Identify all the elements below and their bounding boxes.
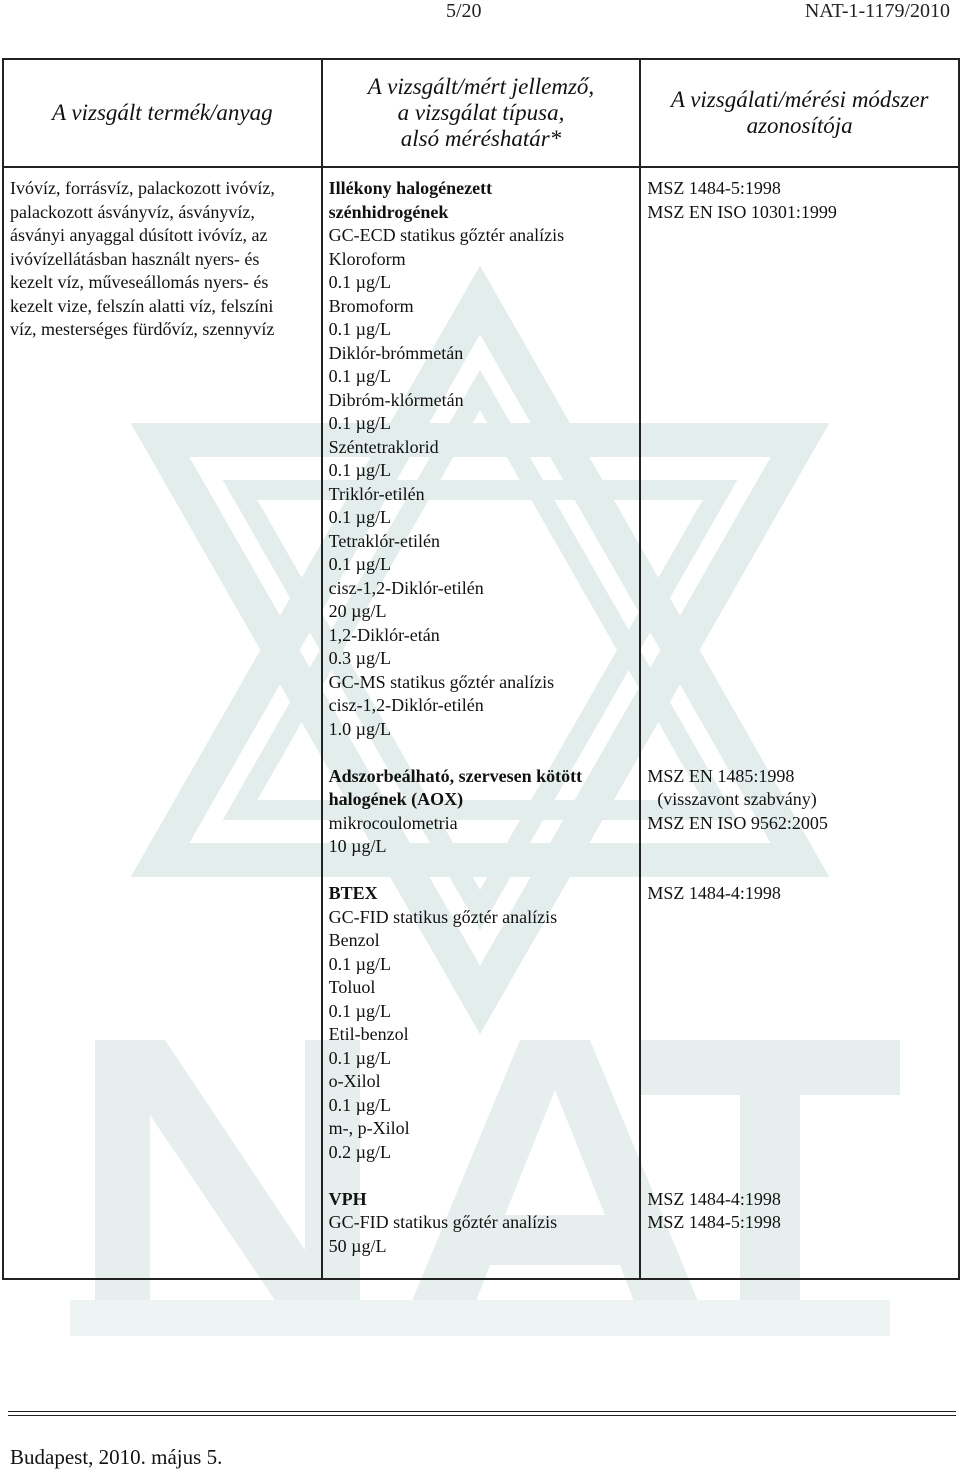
group-title: Illékony halogénezett [328,178,493,198]
characteristic-line: 0.1 µg/L [328,1000,392,1021]
footer-divider [8,1415,956,1416]
product-line: kezelt víz, műveseállomás nyers- és [10,272,269,292]
product-line: palackozott ásványvíz, ásványvíz, [10,201,255,222]
spacer [647,1047,952,1071]
spacer [647,365,952,389]
spacer [329,859,634,883]
spacer [647,224,952,248]
characteristic-line: 0.1 µg/L [328,554,392,574]
spacer [329,1164,634,1188]
spacer [329,741,634,765]
spacer [647,248,952,272]
spacer [647,906,952,930]
footer-divider [8,1411,956,1412]
spacer [647,506,952,530]
spacer [647,342,952,366]
spacer [647,1094,952,1118]
characteristic-line: 20 µg/L [328,601,387,621]
spacer [647,694,952,718]
characteristic-line: 0.2 µg/L [328,1141,392,1162]
spacer [647,483,952,507]
characteristic-line: Benzol [328,930,380,950]
characteristic-line: Kloroform [328,248,406,269]
page-number: 5/20 [446,0,482,22]
characteristic-line: 0.1 µg/L [328,319,392,339]
method-cell [640,167,959,1279]
characteristic-line: 0.1 µg/L [328,366,392,386]
characteristic-line: 0.3 µg/L [328,648,392,668]
characteristic-line: mikrocoulometria [328,812,458,833]
spacer [647,1023,952,1047]
table-row [3,167,959,1279]
characteristic-line: 1,2-Diklór-etán [328,624,440,645]
spacer [647,929,952,953]
spacer [647,1235,952,1259]
characteristic-line: cisz-1,2-Diklór-etilén [328,695,484,715]
spacer [647,295,952,319]
characteristic-line: 0.1 µg/L [328,507,392,527]
spacer [647,389,952,413]
group-title: BTEX [328,883,378,903]
characteristic-line: GC-MS statikus gőztér analízis [328,671,555,692]
characteristic-line: GC-ECD statikus gőztér analízis [328,225,565,245]
characteristic-line: 0.1 µg/L [328,460,392,480]
characteristic-line: 0.1 µg/L [328,1047,392,1068]
group-title: szénhidrogének [328,201,449,222]
table-header-row [3,59,959,167]
header-product: A vizsgált termék/anyag [3,59,322,167]
spacer [647,671,952,695]
spacer [647,718,952,742]
characteristic-line: 10 µg/L [328,836,387,856]
characteristic-line: GC-FID statikus gőztér analízis [328,906,558,927]
spacer [647,624,952,648]
document-id: NAT-1-1179/2010 [804,0,950,22]
spacer [647,1000,952,1024]
spacer [647,741,952,765]
spacer [647,530,952,554]
method-line: MSZ EN 1485:1998 [647,765,795,786]
spacer [647,436,952,460]
characteristic-line: Tetraklór-etilén [328,530,440,551]
spacer [647,577,952,601]
characteristic-cell [322,167,641,1279]
header-characteristic: A vizsgált/mért jellemző, a vizsgálat típusa, alsó méréshatár* [322,59,641,167]
spacer [647,953,952,977]
characteristic-line: GC-FID statikus gőztér analízis [328,1212,558,1232]
footer-date: Budapest, 2010. május 5. [10,1445,223,1469]
group-title: halogének (AOX) [328,789,464,809]
characteristic-line: 1.0 µg/L [328,718,392,739]
method-line: MSZ 1484-5:1998 [647,1212,781,1232]
spacer [647,835,952,859]
characteristic-line: m-, p-Xilol [328,1118,410,1138]
characteristic-line: o-Xilol [328,1071,381,1091]
characteristic-line: Széntetraklorid [328,436,439,457]
characteristic-line: cisz-1,2-Diklór-etilén [328,577,484,598]
accreditation-table [2,58,960,1280]
product-line: kezelt vize, felszín alatti víz, felszíni [10,295,274,316]
spacer [647,1070,952,1094]
spacer [647,271,952,295]
spacer [647,859,952,883]
characteristic-line: 50 µg/L [328,1235,387,1256]
method-line: MSZ 1484-4:1998 [647,883,781,903]
product-line: ásványi anyaggal dúsított ivóvíz, az [10,225,268,245]
group-title: Adszorbeálható, szervesen kötött [328,765,583,786]
characteristic-line: 0.1 µg/L [328,272,392,292]
characteristic-line: 0.1 µg/L [328,1094,392,1115]
spacer [647,1141,952,1165]
spacer [647,600,952,624]
spacer [647,976,952,1000]
method-line: MSZ EN ISO 10301:1999 [647,201,837,222]
spacer [647,1117,952,1141]
characteristic-line: Dibróm-klórmetán [328,389,464,410]
product-line: ivóvízellátásban használt nyers- és [10,248,260,269]
characteristic-line: 0.1 µg/L [328,413,392,433]
spacer [647,1164,952,1188]
characteristic-line: 0.1 µg/L [328,953,392,974]
method-line: MSZ 1484-4:1998 [647,1188,781,1209]
characteristic-line: Bromoform [328,295,414,316]
method-line: MSZ 1484-5:1998 [647,178,781,198]
characteristic-line: Diklór-brómmetán [328,342,464,363]
method-line: MSZ EN ISO 9562:2005 [647,812,828,833]
spacer [647,318,952,342]
characteristic-line: Triklór-etilén [328,483,425,504]
product-line: víz, mesterséges fürdővíz, szennyvíz [10,319,275,339]
product-line: Ivóvíz, forrásvíz, palackozott ivóvíz, [10,178,275,198]
spacer [647,459,952,483]
header-method: A vizsgálati/mérési módszer azonosítója [640,59,959,167]
method-line: (visszavont szabvány) [657,789,817,809]
spacer [647,647,952,671]
characteristic-line: Etil-benzol [328,1024,409,1044]
characteristic-line: Toluol [328,977,376,997]
group-title: VPH [328,1188,367,1209]
spacer [647,553,952,577]
product-cell [3,167,322,1279]
spacer [647,412,952,436]
